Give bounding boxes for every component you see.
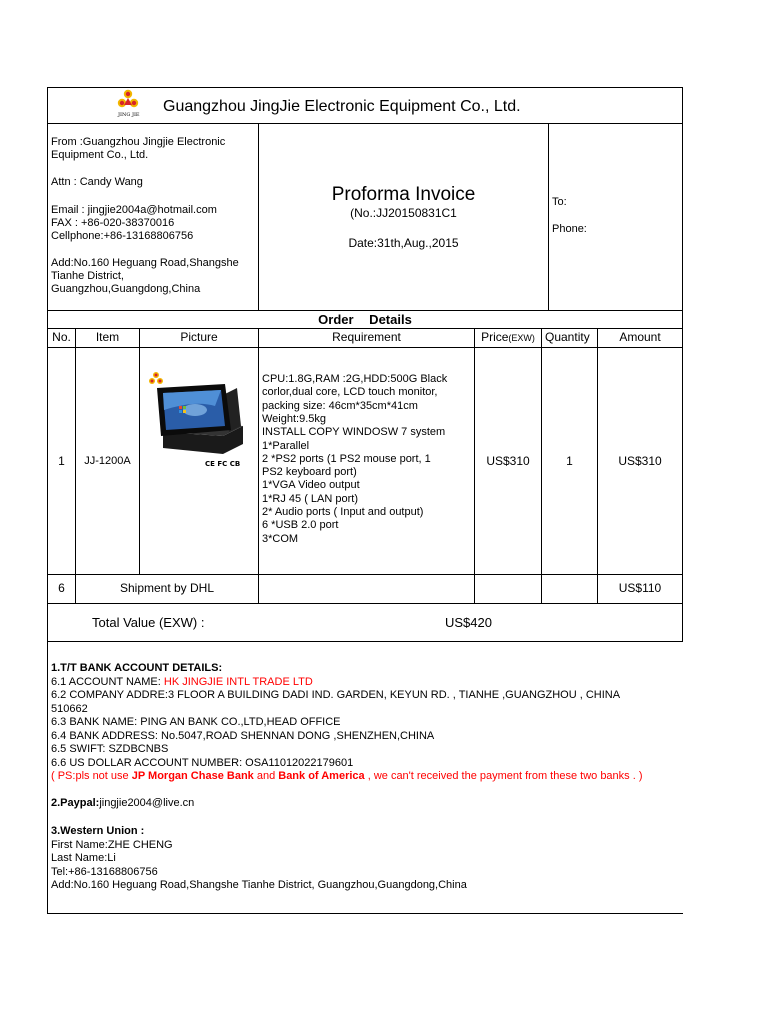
- to-label: To:: [552, 196, 567, 208]
- from-line-2: Equipment Co., Ltd.: [51, 149, 149, 161]
- total-value: US$420: [445, 615, 492, 630]
- col-header-price: [475, 331, 541, 346]
- order-details-title-text: Order Details: [318, 312, 412, 327]
- from-line-1: From :Guangzhou Jingjie Electronic: [51, 136, 226, 148]
- bank-address: 6.4 BANK ADDRESS: No.5047,ROAD SHENNAN DONG ,SHENZHEN,CHINA: [51, 729, 435, 742]
- requirement-line: corlor,dual core, LCD touch monitor,: [262, 386, 438, 399]
- bank-note-part-2: , we can't received the payment from these two banks . ): [364, 770, 643, 782]
- western-union-heading: 3.Western Union :: [51, 825, 145, 837]
- requirement-line: packing size: 46cm*35cm*41cm: [262, 399, 418, 412]
- col-header-quantity-label: Quantity: [545, 331, 590, 344]
- requirement-line: 1*Parallel: [262, 439, 310, 452]
- wu-address: Add:No.160 Heguang Road,Shangshe Tianhe District, Guangzhou,Guangdong,China: [51, 879, 467, 891]
- wu-last-name: Last Name:Li: [51, 852, 116, 864]
- row2-amount: US$110: [618, 581, 662, 595]
- col-header-no: No.: [52, 330, 71, 344]
- requirement-line: 3*COM: [262, 532, 299, 545]
- col-header-quantity: [545, 331, 597, 345]
- certification-marks: CE FC CB: [205, 460, 241, 468]
- bank-account-name-label: 6.1 ACCOUNT NAME:: [51, 675, 161, 688]
- order-details-title: [47, 312, 683, 327]
- col-header-picture: Picture: [180, 330, 218, 344]
- bank-account-name: [51, 676, 313, 690]
- col-header-amount: Amount: [619, 330, 661, 344]
- requirement-line: 2 *PS2 ports (1 PS2 mouse port, 1: [262, 452, 431, 465]
- paypal-line: [51, 797, 194, 811]
- wu-tel: Tel:+86-13168806756: [51, 865, 158, 878]
- invoice-title: Proforma Invoice: [331, 184, 476, 205]
- bank-note-jp-morgan: JP Morgan Chase Bank: [131, 770, 254, 782]
- bank-company-address-1: 6.2 COMPANY ADDRE:3 FLOOR A BUILDING DADI IND. GARDEN, KEYUN RD. , TIANHE ,GUANGZHOU , CHINA: [51, 689, 621, 701]
- invoice-number: (No.:JJ20150831C1: [350, 206, 457, 220]
- requirement-line: 6 *USB 2.0 port: [262, 519, 339, 532]
- row1-quantity: 1: [566, 454, 573, 468]
- logo-text: JING JIE: [118, 112, 140, 118]
- col-header-item: Item: [95, 330, 120, 344]
- bank-account-name-value: HK JINGJIE INTL TRADE LTD: [160, 675, 313, 688]
- col-header-price-label: Price: [481, 330, 509, 344]
- sender-address-2: Tianhe District,: [51, 270, 124, 282]
- requirement-line: INSTALL COPY WINDOSW 7 system: [262, 426, 446, 439]
- bank-company-address-2: 510662: [51, 702, 88, 715]
- col-header-price-suffix: (EXW): [508, 333, 535, 343]
- row1-amount: US$310: [618, 454, 662, 468]
- row1-item: JJ-1200A: [84, 455, 131, 467]
- product-picture: [145, 366, 255, 474]
- phone-label: Phone:: [552, 223, 587, 235]
- attn: Attn : Candy Wang: [51, 176, 143, 188]
- col-header-requirement: Requirement: [332, 330, 401, 344]
- sender-email: Email : jingjie2004a@hotmail.com: [51, 204, 217, 216]
- sender-address-3: Guangzhou,Guangdong,China: [51, 283, 201, 295]
- bank-usd-account: 6.6 US DOLLAR ACCOUNT NUMBER: OSA11012022179601: [51, 756, 354, 769]
- row2-item: Shipment by DHL: [119, 581, 215, 595]
- sender-fax: FAX : +86-020-38370016: [51, 217, 175, 229]
- requirement-line: PS2 keyboard port): [262, 466, 357, 479]
- requirement-line: CPU:1.8G,RAM :2G,HDD:500G Black: [262, 373, 448, 385]
- paypal-value: jingjie2004@live.cn: [99, 797, 195, 809]
- bank-note-and: and: [253, 770, 279, 782]
- sender-cellphone: Cellphone:+86-13168806756: [51, 230, 194, 242]
- total-label: Total Value (EXW) :: [92, 615, 205, 630]
- requirement-line: 2* Audio ports ( Input and output): [262, 506, 424, 518]
- requirement-line: Weight:9.5kg: [262, 412, 327, 425]
- company-logo: [115, 88, 141, 122]
- sender-address-1: Add:No.160 Heguang Road,Shangshe: [51, 257, 239, 269]
- bank-note-bank-of-america: Bank of America: [278, 770, 365, 782]
- wu-first-name: First Name:ZHE CHENG: [51, 838, 173, 851]
- requirement-line: 1*VGA Video output: [262, 479, 360, 492]
- invoice-date: Date:31th,Aug.,2015: [348, 236, 459, 250]
- company-name: Guangzhou JingJie Electronic Equipment Co., Ltd.: [163, 98, 521, 115]
- requirement-line: 1*RJ 45 ( LAN port): [262, 492, 358, 505]
- row1-price: US$310: [486, 454, 530, 468]
- row2-no: 6: [58, 581, 65, 595]
- bank-note-part-1: ( PS:pls not use: [51, 770, 132, 782]
- bank-heading: 1.T/T BANK ACCOUNT DETAILS:: [51, 662, 223, 674]
- bank-name: 6.3 BANK NAME: PING AN BANK CO.,LTD,HEAD OFFICE: [51, 716, 341, 728]
- pos-terminal-image: [145, 366, 255, 474]
- row1-no: 1: [58, 454, 65, 468]
- bank-note: [51, 770, 643, 784]
- bank-swift: 6.5 SWIFT: SZDBCNBS: [51, 743, 169, 755]
- paypal-label: 2.Paypal:: [51, 797, 100, 809]
